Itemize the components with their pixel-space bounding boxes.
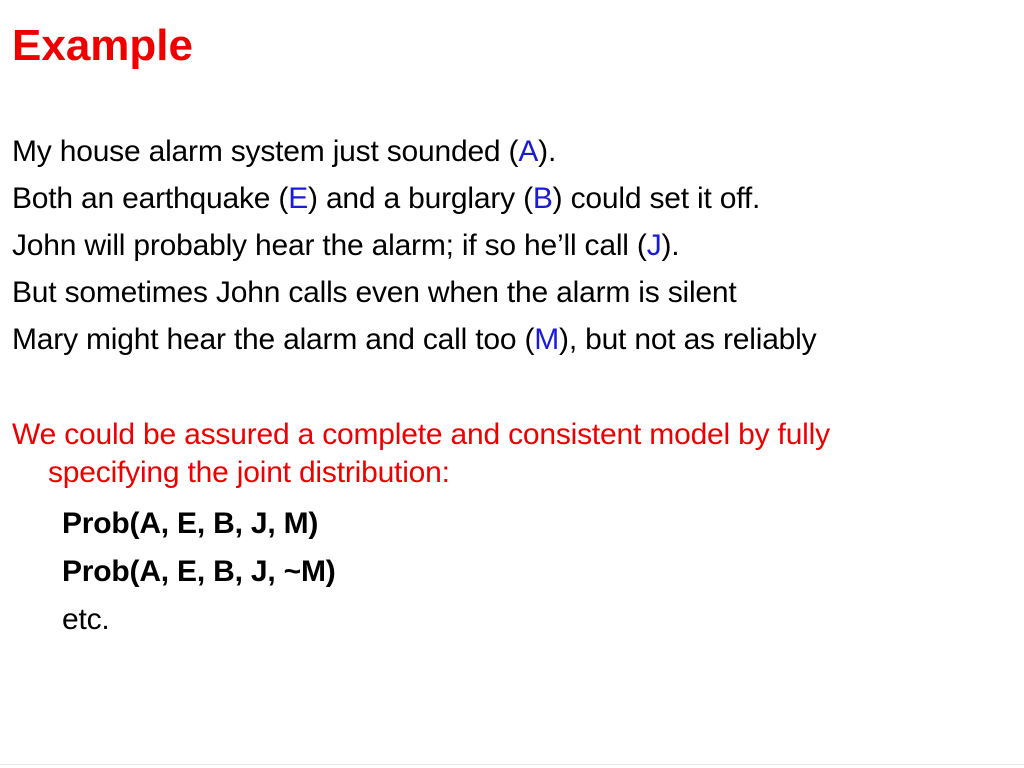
scenario-line-mary xyxy=(12,316,1012,363)
text-segment: ), but not as reliably xyxy=(559,323,817,356)
text-segment: John will probably hear the alarm; if so he’ll call ( xyxy=(12,229,647,262)
variable-b: B xyxy=(532,182,553,215)
joint-distribution-list xyxy=(62,500,336,644)
scenario-line-causes xyxy=(12,175,1012,222)
slide-title: Example xyxy=(12,21,193,70)
variable-m: M xyxy=(534,323,560,356)
formula-etc: etc. xyxy=(62,603,110,636)
formula-joint-all: Prob(A, E, B, J, M) xyxy=(62,507,319,540)
formula-joint-not-m: Prob(A, E, B, J, ~M) xyxy=(62,555,336,588)
scenario-line-john-silent: But sometimes John calls even when the alarm is silent xyxy=(12,276,737,309)
variable-a: A xyxy=(518,135,539,168)
variable-e: E xyxy=(288,182,309,215)
scenario-line-john xyxy=(12,222,1012,269)
text-segment: ). xyxy=(538,135,557,168)
statement-line-1: We could be assured a complete and consistent model by fully xyxy=(12,418,830,451)
joint-distribution-statement xyxy=(12,416,1012,492)
statement-line-2: specifying the joint distribution: xyxy=(48,456,450,489)
text-segment: Mary might hear the alarm and call too ( xyxy=(12,323,535,356)
text-segment: ). xyxy=(661,229,680,262)
text-segment: My house alarm system just sounded ( xyxy=(12,135,519,168)
text-segment: ) and a burglary ( xyxy=(308,182,533,215)
variable-j: J xyxy=(646,229,662,262)
scenario-line-alarm xyxy=(12,128,1012,175)
scenario-description xyxy=(12,128,1012,363)
text-segment: Both an earthquake ( xyxy=(12,182,289,215)
text-segment: ) could set it off. xyxy=(552,182,761,215)
bottom-divider xyxy=(0,764,1024,765)
